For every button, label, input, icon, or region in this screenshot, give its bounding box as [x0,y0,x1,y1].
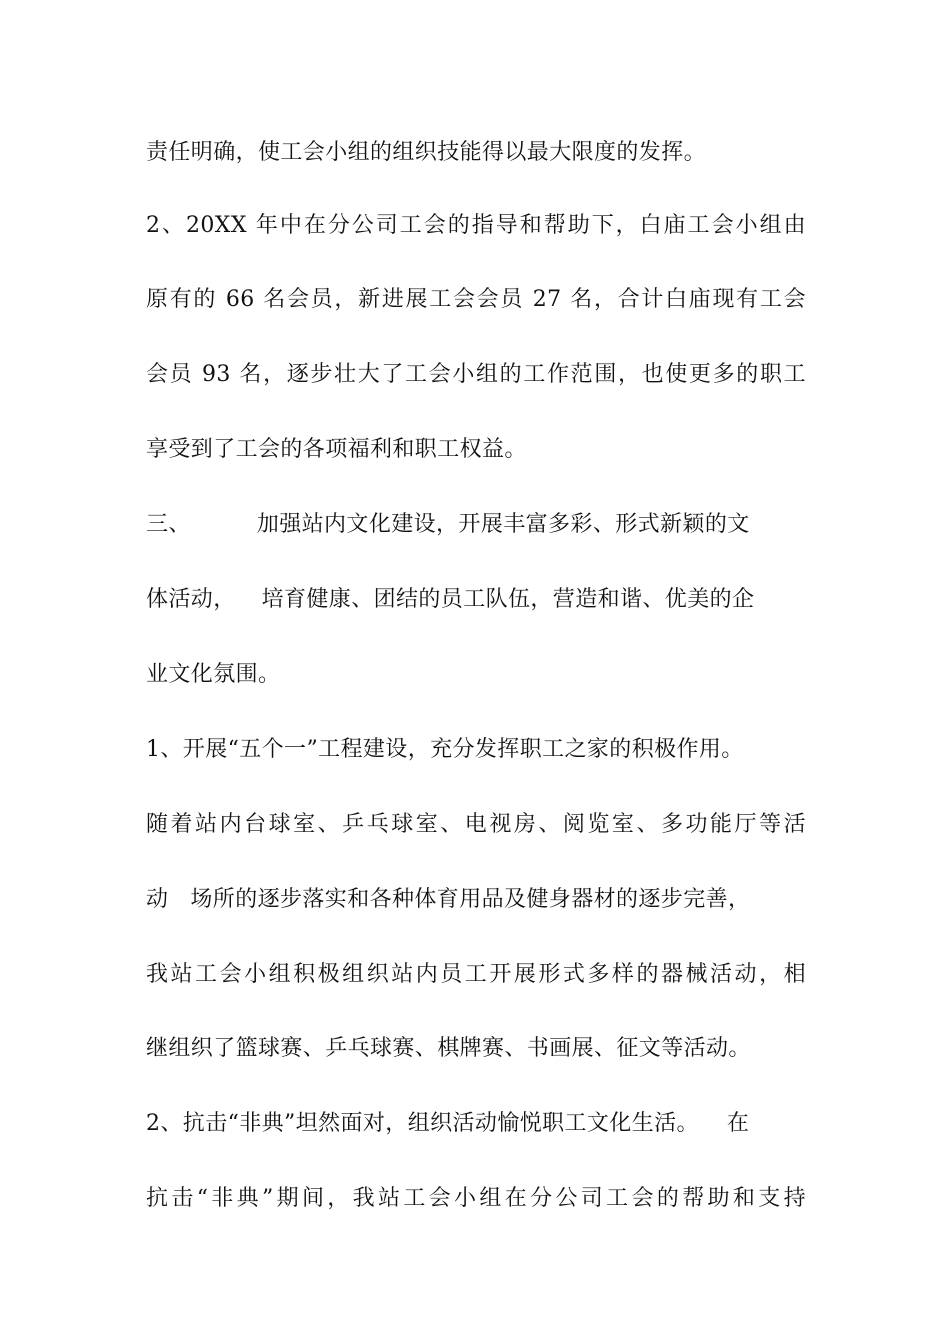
text-line: 原有的 66 名会员，新进展工会会员 27 名，合计白庙现有工会 [146,287,806,312]
text-line: 抗击“非典”期间，我站工会小组在分公司工会的帮助和支持 [146,1186,806,1211]
section-heading-text: 体活动， [146,587,236,612]
text-line: 继组织了篮球赛、乒乓球赛、棋牌赛、书画展、征文等活动。 [146,1036,751,1061]
text-line: 随着站内台球室、乒乓球室、电视房、阅览室、多功能厅等活 [146,812,806,837]
text-line: 在 [726,1111,750,1136]
paragraph-line-12 [146,1179,806,1219]
paragraph-line-11 [146,1104,806,1144]
text-line: 责任明确，使工会小组的组织技能得以最大限度的发挥。 [146,140,707,165]
section-heading-line-2 [146,580,806,620]
paragraph-line-6 [146,730,806,770]
paragraph-line-4 [146,355,806,395]
text-line: 享受到了工会的各项福利和职工权益。 [146,437,527,462]
section-heading-text: 培育健康、团结的员工队伍，营造和谐、优美的企 [261,587,755,612]
text-line: 场所的逐步落实和各种体育用品及健身器材的逐步完善， [190,887,751,912]
paragraph-line-8 [146,880,806,920]
paragraph-line-7 [146,805,806,845]
paragraph-line-9 [146,955,806,995]
section-heading-text: 加强站内文化建设，开展丰富多彩、形式新颖的文 [256,512,750,537]
section-number: 三、 [146,512,191,537]
text-line: 2、抗击“非典”坦然面对，组织活动愉悦职工文化生活。 [146,1111,699,1136]
paragraph-line-5 [146,430,806,470]
paragraph-line-3 [146,280,806,320]
text-line: 会员 93 名，逐步壮大了工会小组的工作范围，也使更多的职工 [146,362,806,387]
text-line: 我站工会小组积极组织站内员工开展形式多样的器械活动，相 [146,962,806,987]
text-line: 1、开展“五个一”工程建设，充分发挥职工之家的积极作用。 [146,737,744,762]
text-line: 动 [146,887,169,912]
section-heading-text: 业文化氛围。 [146,662,281,687]
paragraph-line-1 [146,133,806,173]
section-heading-line-1 [146,505,806,545]
section-heading-line-3 [146,655,806,695]
paragraph-line-2 [146,206,806,246]
paragraph-line-10 [146,1029,806,1069]
text-line: 2、20XX 年中在分公司工会的指导和帮助下，白庙工会小组由 [146,213,806,238]
